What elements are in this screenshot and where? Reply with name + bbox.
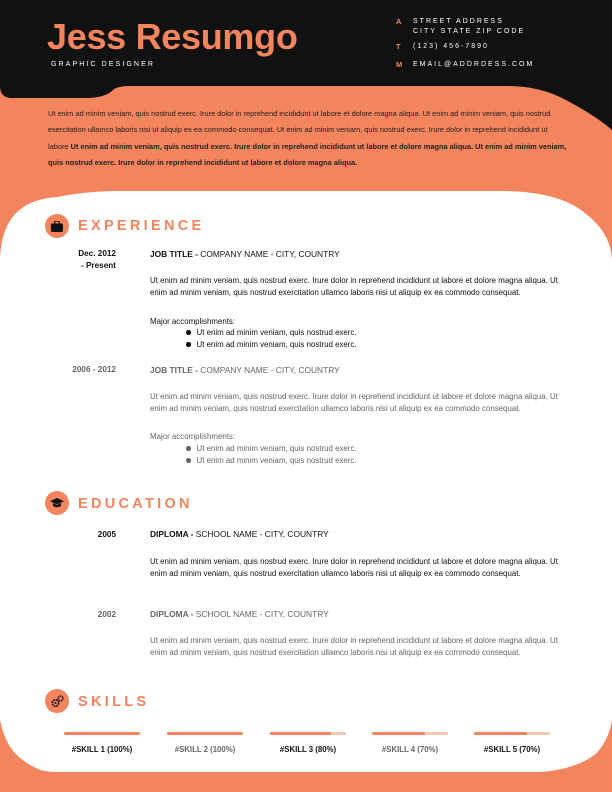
skill-4-label: #SKILL 4 (70%): [381, 745, 439, 754]
edu-2-description: Ut enim ad minim veniam, quis nostrud exerc. Irure dolor in reprehend incididunt ut labore et dolore magna aliqua. Ut enim ad minim veniam, quis nostrud exercitation ullamco laboris nisi ut aliquip ex ea commodo consequat.: [150, 636, 558, 657]
candidate-role: GRAPHIC DESIGNER: [51, 61, 155, 68]
job-2-accomplishment-1: [186, 444, 357, 453]
job-1-accomplishment-1-text: Ut enim ad minim veniam, quis nostrud exerc.: [196, 328, 357, 337]
edu-1-description: Ut enim ad minim veniam, quis nostrud exerc. Irure dolor in reprehend incididunt ut labore et dolore magna aliqua. Ut enim ad minim veniam, quis nostrud exercitation ullamco laboris nisi ut aliquip ex ea commodo consequat.: [150, 557, 558, 578]
job-2-accomplishment-2-text: Ut enim ad minim veniam, quis nostrud exerc.: [196, 456, 357, 465]
skill-1: [64, 732, 140, 754]
experience-section-icon: [45, 214, 69, 238]
skill-1-label: #SKILL 1 (100%): [71, 745, 133, 754]
skills-heading: SKILLS: [78, 694, 150, 710]
job-2-company: COMPANY NAME - CITY, COUNTRY: [200, 365, 340, 375]
candidate-name: Jess Resumgo: [47, 16, 298, 57]
education-heading: EDUCATION: [78, 496, 193, 512]
edu-1-school: SCHOOL NAME - CITY, COUNTRY: [195, 529, 329, 539]
job-1-title-label: JOB TITLE -: [150, 249, 198, 259]
skill-3-fill: [270, 732, 331, 735]
job-2-title: [150, 365, 340, 375]
edu-1-title: [150, 529, 329, 539]
contact-email: [396, 60, 534, 70]
contact-phone: [396, 42, 489, 52]
graduation-cap-icon: [50, 498, 64, 509]
skill-2-label: #SKILL 2 (100%): [174, 745, 236, 754]
skill-3-track: [270, 732, 346, 735]
job-2-accomplishments-label: Major accomplishments:: [150, 432, 236, 441]
edu-2-title: [150, 609, 329, 619]
job-1-company: COMPANY NAME - CITY, COUNTRY: [200, 249, 340, 259]
skill-2: [167, 732, 243, 754]
skills-section-icon: [45, 689, 69, 713]
job-1-accomplishment-1: [186, 328, 357, 337]
experience-heading: EXPERIENCE: [78, 218, 205, 234]
edu-1-title-label: DIPLOMA -: [150, 529, 194, 539]
skill-5-label: #SKILL 5 (70%): [483, 745, 541, 754]
phone-marker: T: [396, 42, 401, 51]
job-1-date-end: - Present: [80, 261, 116, 270]
profile-summary: [48, 106, 568, 172]
job-2-date: 2006 - 2012: [72, 365, 116, 374]
briefcase-icon: [51, 221, 63, 232]
address-line-2: CITY STATE ZIP CODE: [413, 28, 526, 35]
job-1-accomplishment-2: [186, 340, 357, 349]
education-section-icon: [45, 491, 69, 515]
bullet-dot: [186, 446, 191, 451]
bullet-dot: [186, 330, 191, 335]
skill-4: [372, 732, 448, 754]
job-2-description: Ut enim ad minim veniam, quis nostrud exerc. Irure dolor in reprehend incididunt ut labore et dolore magna aliqua. Ut enim ad minim veniam, quis nostrud exercitation ullamco laboris nisi ut aliquip ex ea commodo consequat.: [150, 392, 558, 413]
skill-1-fill: [64, 732, 140, 735]
job-1-title: [150, 249, 340, 259]
bullet-dot: [186, 458, 191, 463]
gears-icon: [51, 695, 64, 708]
skill-3-label: #SKILL 3 (80%): [279, 745, 337, 754]
edu-2-school: SCHOOL NAME - CITY, COUNTRY: [195, 609, 329, 619]
job-1-accomplishments-label: Major accomplishments:: [150, 317, 236, 326]
skill-1-track: [64, 732, 140, 735]
job-2-title-label: JOB TITLE -: [150, 365, 198, 375]
summary-bold-text: Ut enim ad minim veniam, quis nostrud exerc. Irure dolor in reprehend incididunt ut labore et dolore magna aliqua. Ut enim ad minim veniam, quis nostrud exerc. Irure dolor in reprehend incididunt ut labore et dolore magna aliqua.: [48, 141, 567, 168]
email-marker: M: [396, 60, 403, 69]
job-1-description: Ut enim ad minim veniam, quis nostrud exerc. Irure dolor in reprehend incididunt ut labore et dolore magna aliqua. Ut enim ad minim veniam, quis nostrud exercitation ullamco laboris nisi ut aliquip ex ea commodo consequat.: [150, 276, 558, 297]
job-1-accomplishment-2-text: Ut enim ad minim veniam, quis nostrud exerc.: [196, 340, 357, 349]
job-1-date: [48, 248, 116, 272]
job-1-date-start: Dec. 2012: [78, 249, 116, 258]
skill-4-track: [372, 732, 448, 735]
skill-4-fill: [372, 732, 425, 735]
skill-5-track: [474, 732, 550, 735]
job-2-accomplishment-1-text: Ut enim ad minim veniam, quis nostrud exerc.: [196, 444, 357, 453]
phone-number: (123) 456-7890: [413, 43, 489, 50]
edu-2-title-label: DIPLOMA -: [150, 609, 194, 619]
email-address: EMAIL@ADDRDESS.COM: [413, 61, 535, 68]
skill-5: [474, 732, 550, 754]
skill-2-fill: [167, 732, 243, 735]
address-marker: A: [396, 17, 402, 26]
job-2-accomplishment-2: [186, 456, 357, 465]
bullet-dot: [186, 342, 191, 347]
skill-5-fill: [474, 732, 527, 735]
summary-text: Ut enim ad minim veniam, quis nostrud exerc. Irure dolor in reprehend incididunt ut labore et dolore magna aliqua. Ut enim ad minim veniam, quis nostrud exercitation ullamco laboris nisi ut aliquip ex ea commodo consequat. Ut enim ad minim veniam, quis nostrud exerc. Irure dolor in reprehend incididunt ut labore: [48, 109, 551, 151]
address-line-1: STREET ADDRESS: [413, 18, 504, 25]
edu-1-year: 2005: [97, 530, 116, 539]
contact-address: [396, 17, 525, 37]
skill-3: [270, 732, 346, 754]
skill-2-track: [167, 732, 243, 735]
edu-2-year: 2002: [97, 610, 116, 619]
